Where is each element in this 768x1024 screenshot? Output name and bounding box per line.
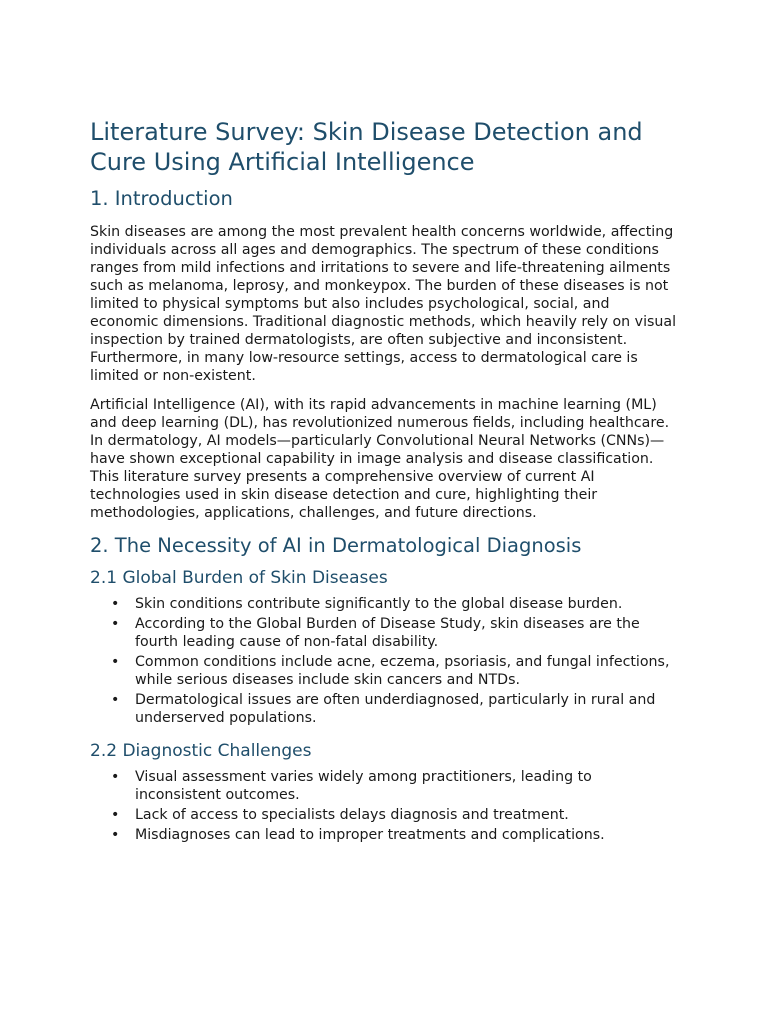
bullet-icon: •	[111, 596, 120, 612]
intro-paragraph-2: Artificial Intelligence (AI), with its rapid advancements in machine learning (ML) and deep learning (DL), has revolutionized numerous fields, including healthcare. In dermatology, AI models—particularly Convolutional Neural Networks (CNNs)—have shown exceptional capability in image analysis and disease classification. This literature survey presents a comprehensive overview of current AI technologies used in skin disease detection and cure, highlighting their methodologies, applications, challenges, and future directions.	[90, 397, 670, 521]
list-item: • Dermatological issues are often underdiagnosed, particularly in rural and underserved populations.	[111, 692, 656, 726]
list-item: • Visual assessment varies widely among practitioners, leading to inconsistent outcomes.	[111, 769, 592, 803]
global-burden-list	[90, 595, 678, 727]
bullet-icon: •	[111, 654, 120, 670]
list-item: • Common conditions include acne, eczema, psoriasis, and fungal infections, while serious diseases include skin cancers and NTDs.	[111, 654, 670, 688]
bullet-icon: •	[111, 616, 120, 632]
bullet-icon: •	[111, 692, 120, 708]
bullet-icon: •	[111, 769, 120, 785]
list-item: • According to the Global Burden of Disease Study, skin diseases are the fourth leading cause of non-fatal disability.	[111, 616, 640, 650]
section-heading-introduction: 1. Introduction	[90, 187, 233, 210]
subsection-heading-global-burden: 2.1 Global Burden of Skin Diseases	[90, 568, 388, 588]
diagnostic-challenges-list	[90, 768, 678, 844]
list-item: • Misdiagnoses can lead to improper treatments and complications.	[111, 827, 605, 843]
section-heading-necessity: 2. The Necessity of AI in Dermatological Diagnosis	[90, 534, 582, 557]
document-title: Literature Survey: Skin Disease Detection and Cure Using Artificial Intelligence	[90, 118, 643, 176]
subsection-heading-diagnostic-challenges: 2.2 Diagnostic Challenges	[90, 741, 312, 761]
list-item: • Skin conditions contribute significantly to the global disease burden.	[111, 596, 623, 612]
bullet-icon: •	[111, 827, 120, 843]
list-item: • Lack of access to specialists delays diagnosis and treatment.	[111, 807, 569, 823]
bullet-icon: •	[111, 807, 120, 823]
intro-paragraph-1: Skin diseases are among the most prevalent health concerns worldwide, affecting individuals across all ages and demographics. The spectrum of these conditions ranges from mild infections and irritations to severe and life-threatening ailments such as melanoma, leprosy, and monkeypox. The burden of these diseases is not limited to physical symptoms but also includes psychological, social, and economic dimensions. Traditional diagnostic methods, which heavily rely on visual inspection by trained dermatologists, are often subjective and inconsistent. Furthermore, in many low-resource settings, access to dermatological care is limited or non-existent.	[90, 224, 677, 384]
